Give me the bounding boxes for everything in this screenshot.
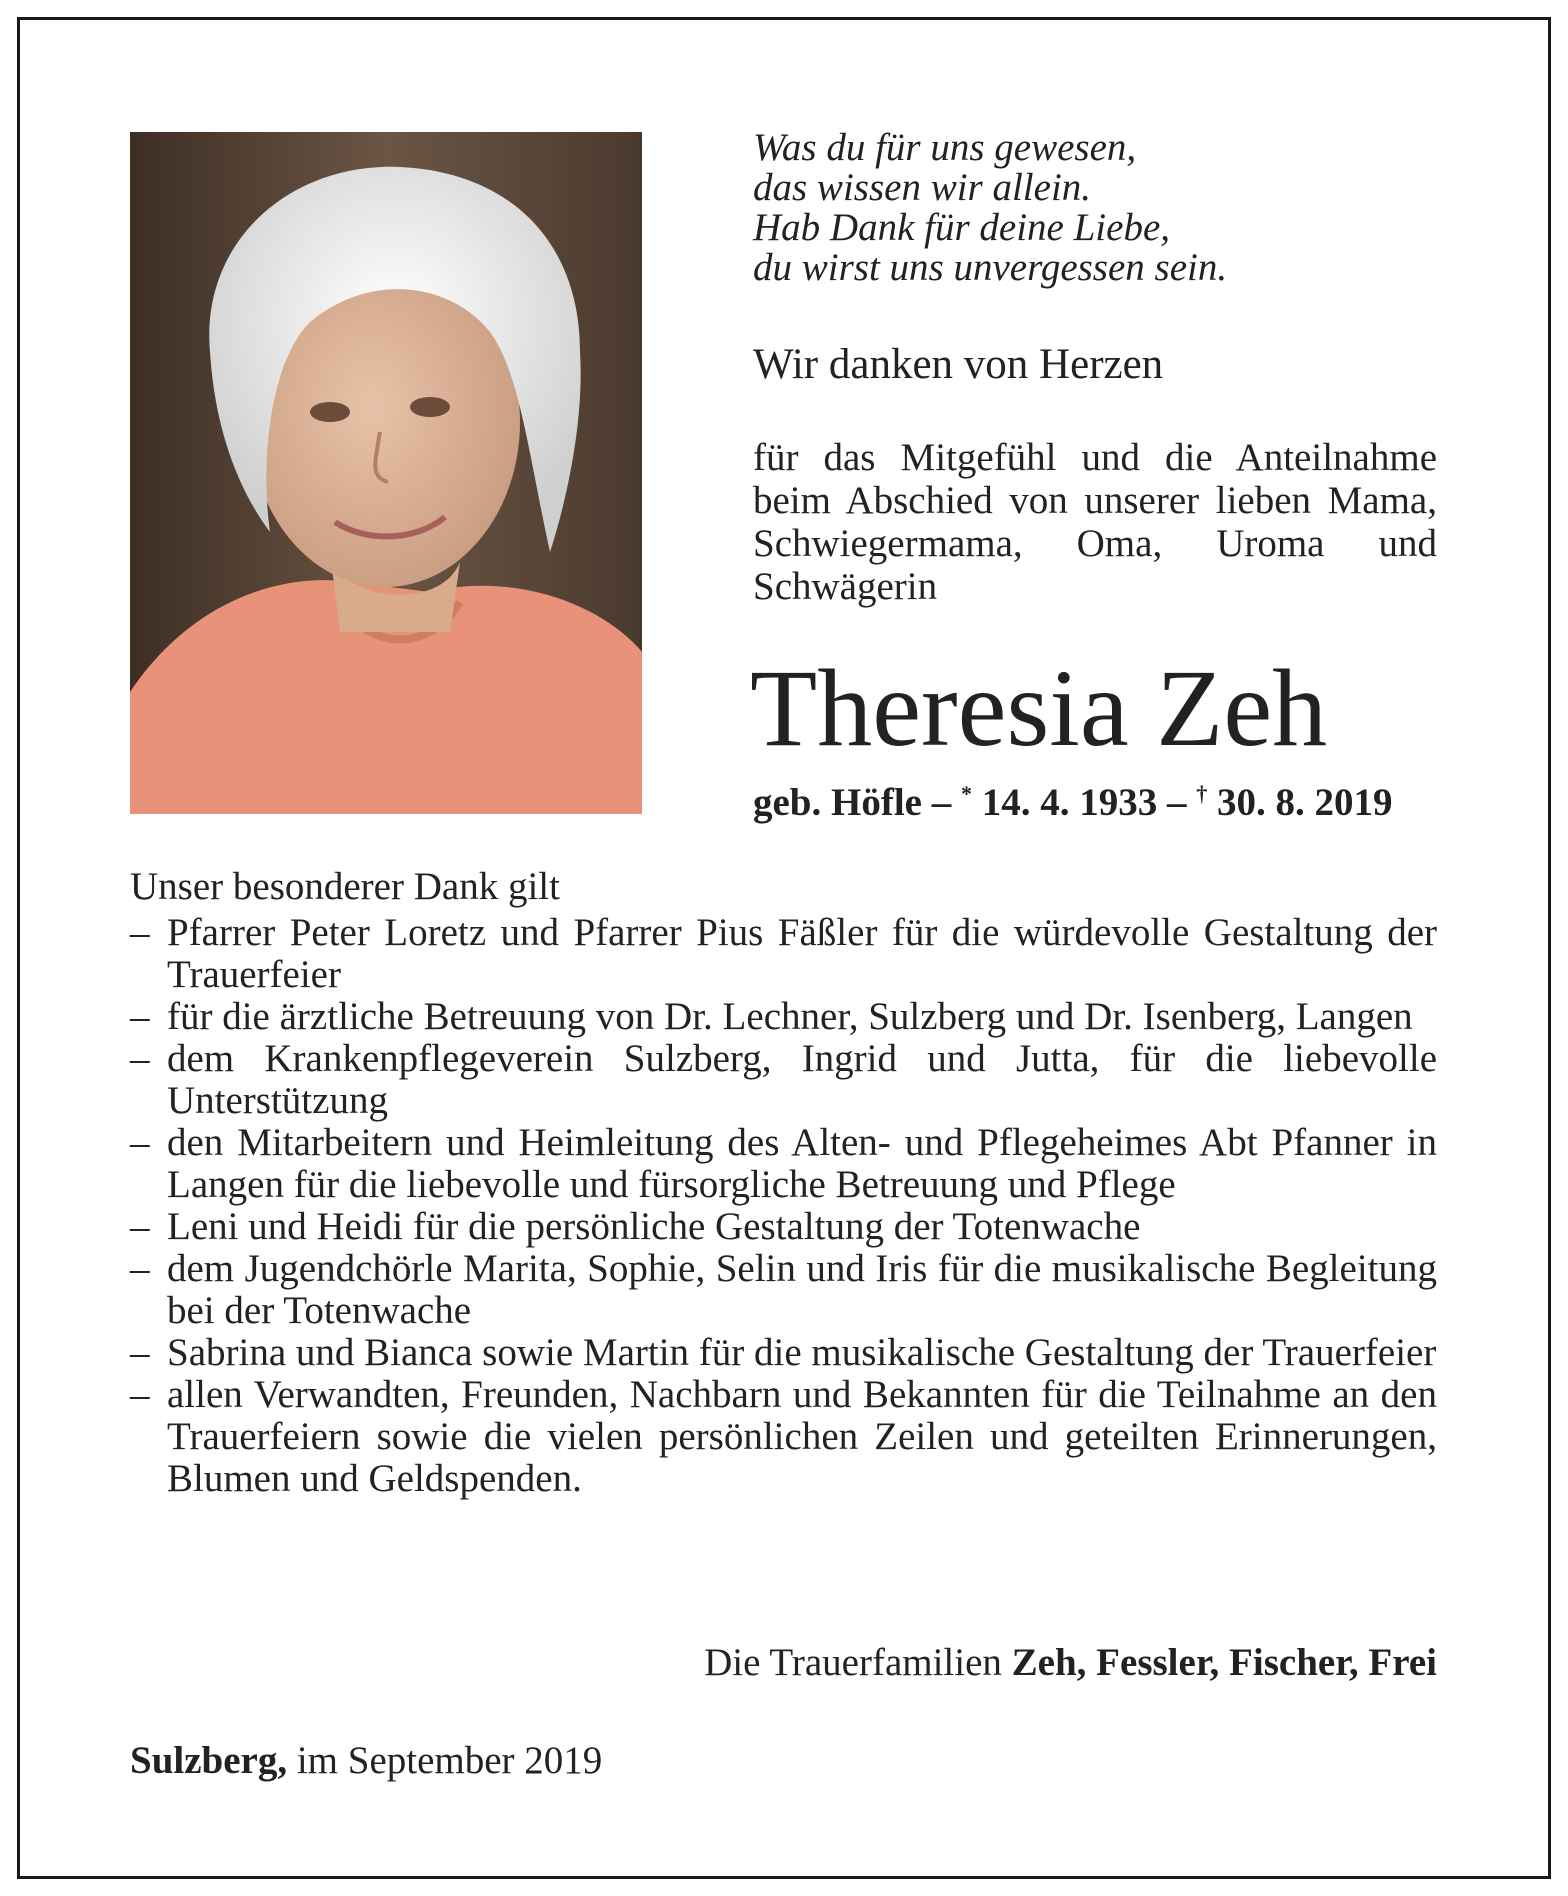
- dash-bullet: –: [130, 995, 150, 1038]
- dash-bullet: –: [130, 1247, 150, 1290]
- list-item-text: Leni und Heidi für die persönliche Gestaltung der Totenwache: [167, 1205, 1141, 1248]
- list-item-text: für die ärztliche Betreuung von Dr. Lechner, Sulzberg und Dr. Isenberg, Langen: [167, 995, 1413, 1038]
- thanks-list: [130, 912, 1437, 1500]
- maiden-name: geb. Höfle: [753, 781, 922, 824]
- dash-bullet: –: [130, 1037, 150, 1080]
- birth-date: 14. 4. 1933: [971, 781, 1158, 824]
- date-separator: –: [1157, 781, 1197, 824]
- list-item: [130, 912, 1437, 996]
- list-item-text: Pfarrer Peter Loretz und Pfarrer Pius Fäßler für die würdevolle Gestaltung der Trauerfeier: [167, 911, 1437, 996]
- portrait-image: [130, 132, 642, 814]
- families-prefix: Die Trauerfamilien: [704, 1641, 1012, 1684]
- list-item: [130, 1248, 1437, 1332]
- dash-bullet: –: [130, 1205, 150, 1248]
- list-item: [130, 1332, 1437, 1374]
- poem-line: du wirst uns unvergessen sein.: [753, 246, 1228, 289]
- place-and-date: [130, 1738, 602, 1783]
- town-name: Sulzberg,: [130, 1739, 288, 1782]
- list-item: [130, 1122, 1437, 1206]
- poem-line: das wissen wir allein.: [753, 166, 1092, 209]
- list-item-text: dem Jugendchörle Marita, Sophie, Selin und Iris für die musikalische Begleitung bei der Totenwache: [167, 1247, 1437, 1332]
- dash-bullet: –: [130, 1121, 150, 1164]
- list-item: [130, 996, 1437, 1038]
- list-item-text: allen Verwandten, Freunden, Nachbarn und Bekannten für die Teilnahme an den Trauerfeiern sowie die vielen persönlichen Zeilen und geteilten Erinnerungen, Blumen und Geldspenden.: [167, 1373, 1437, 1500]
- intro-paragraph: für das Mitgefühl und die Anteilnahme beim Abschied von unserer lieben Mama, Schwiegermama, Oma, Uroma und Schwägerin: [753, 436, 1437, 608]
- mourning-families: [600, 1640, 1437, 1685]
- dash-bullet: –: [130, 1331, 150, 1374]
- list-item-text: Sabrina und Bianca sowie Martin für die musikalische Gestaltung der Trauerfeier: [167, 1331, 1437, 1374]
- death-symbol: †: [1196, 781, 1208, 806]
- list-item-text: den Mitarbeitern und Heimleitung des Alten- und Pflegeheimes Abt Pfanner in Langen für die liebevolle und fürsorgliche Betreuung und Pflege: [167, 1121, 1437, 1206]
- list-item-text: dem Krankenpflegeverein Sulzberg, Ingrid und Jutta, für die liebevolle Unterstützung: [167, 1037, 1437, 1122]
- deceased-name: Theresia Zeh: [750, 647, 1328, 769]
- portrait-photo: [130, 132, 642, 814]
- list-item: [130, 1374, 1437, 1500]
- list-item: [130, 1038, 1437, 1122]
- notice-date: im September 2019: [287, 1739, 603, 1782]
- date-separator: –: [921, 781, 961, 824]
- life-dates: [753, 780, 1392, 825]
- dash-bullet: –: [130, 1373, 150, 1416]
- death-date: 30. 8. 2019: [1207, 781, 1393, 824]
- memorial-poem: [753, 128, 1453, 288]
- dash-bullet: –: [130, 911, 150, 954]
- poem-line: Hab Dank für deine Liebe,: [753, 206, 1171, 249]
- family-names: Zeh, Fessler, Fischer, Frei: [1011, 1641, 1437, 1684]
- thanks-heading: Wir danken von Herzen: [753, 341, 1164, 388]
- poem-line: Was du für uns gewesen,: [753, 126, 1137, 169]
- special-thanks-heading: Unser besonderer Dank gilt: [130, 865, 560, 908]
- birth-symbol: *: [960, 781, 972, 806]
- list-item: [130, 1206, 1437, 1248]
